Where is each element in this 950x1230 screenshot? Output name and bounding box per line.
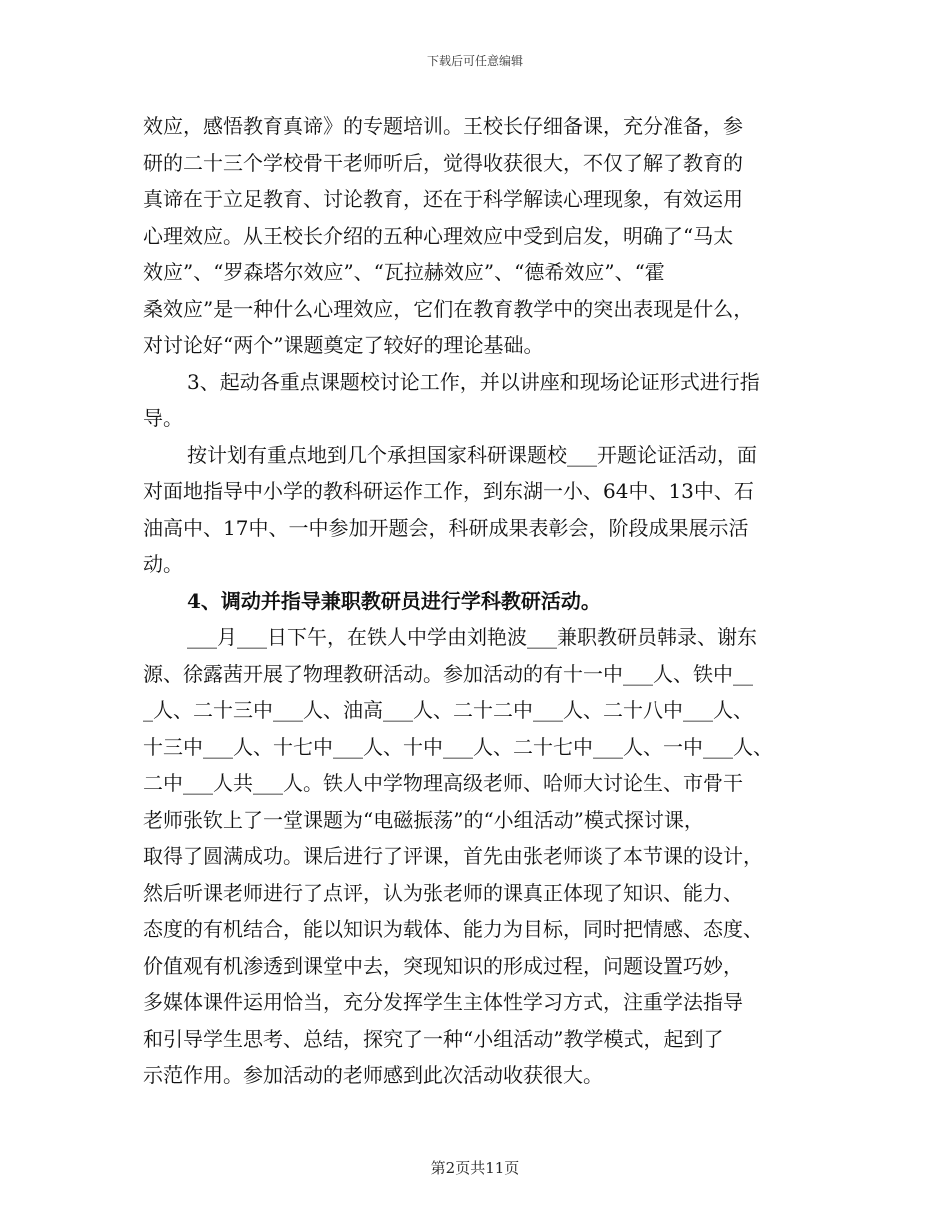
text-line: 然后听课老师进行了点评，认为张老师的课真正体现了知识、能力、 — [143, 880, 743, 905]
section-heading-3: 3、起动各重点课题校讨论工作，并以讲座和现场论证形式进行指 — [187, 369, 760, 394]
text-line: 和引导学生思考、总结，探究了一种“小组活动”教学模式，起到了 — [143, 1026, 724, 1051]
text-line: 对讨论好“两个”课题奠定了较好的理论基础。 — [143, 333, 544, 357]
text-line: 导。 — [143, 406, 183, 430]
text-line: 源、徐露茜开展了物理教研活动。参加活动的有十一中___人、铁中__ — [143, 661, 753, 686]
text-line: 研的二十三个学校骨干老师听后，觉得收获很大，不仅了解了教育的 — [143, 150, 743, 175]
text-line: 油高中、17中、一中参加开题会，科研成果表彰会，阶段成果展示活 — [143, 515, 749, 540]
text-line: 价值观有机渗透到课堂中去，突现知识的形成过程，问题设置巧妙， — [143, 953, 743, 978]
document-body — [143, 108, 823, 1094]
text-line: 效应，感悟教育真谛》的专题培训。王校长仔细备课，充分准备，参 — [143, 114, 743, 138]
text-line: 按计划有重点地到几个承担国家科研课题校___开题论证活动，面 — [187, 442, 757, 467]
text-line: 多媒体课件运用恰当，充分发挥学生主体性学习方式，注重学法指导 — [143, 990, 743, 1014]
text-line: 取得了圆满成功。课后进行了评课，首先由张老师谈了本节课的设计， — [143, 844, 763, 868]
page-header: 下载后可任意编辑 — [426, 54, 523, 68]
page-footer: 第2页共11页 — [430, 1159, 520, 1177]
text-line: 十三中___人、十七中___人、十中___人、二十七中___人、一中___人、 — [143, 734, 773, 759]
text-line: 示范作用。参加活动的老师感到此次活动收获很大。 — [143, 1063, 603, 1087]
text-line: 老师张钦上了一堂课题为“电磁振荡”的“小组活动”模式探讨课， — [143, 807, 704, 832]
text-line: _人、二十三中___人、油高___人、二十二中___人、二十八中___人、 — [143, 698, 753, 722]
text-line: 动。 — [143, 552, 183, 576]
text-line: 桑效应”是一种什么心理效应，它们在教育教学中的突出表现是什么， — [143, 296, 754, 321]
text-line: 态度的有机结合，能以知识为载体、能力为目标，同时把情感、态度、 — [143, 917, 763, 941]
text-line: 心理效应。从王校长介绍的五种心理效应中受到启发，明确了“马太 — [143, 223, 734, 248]
text-line: 真谛在于立足教育、讨论教育，还在于科学解读心理现象，有效运用 — [143, 187, 743, 211]
text-line: 二中___人共___人。铁人中学物理高级老师、哈师大讨论生、市骨干 — [143, 771, 743, 795]
text-line: 效应”、“罗森塔尔效应”、“瓦拉赫效应”、“德希效应”、“霍 — [143, 260, 665, 284]
text-line: ___月___日下午，在铁人中学由刘艳波___兼职教研员韩录、谢东 — [187, 625, 757, 649]
section-heading-4: 4、调动并指导兼职教研员进行学科教研活动。 — [187, 588, 601, 613]
text-line: 对面地指导中小学的教科研运作工作，到东湖一小、64中、13中、石 — [143, 479, 754, 503]
